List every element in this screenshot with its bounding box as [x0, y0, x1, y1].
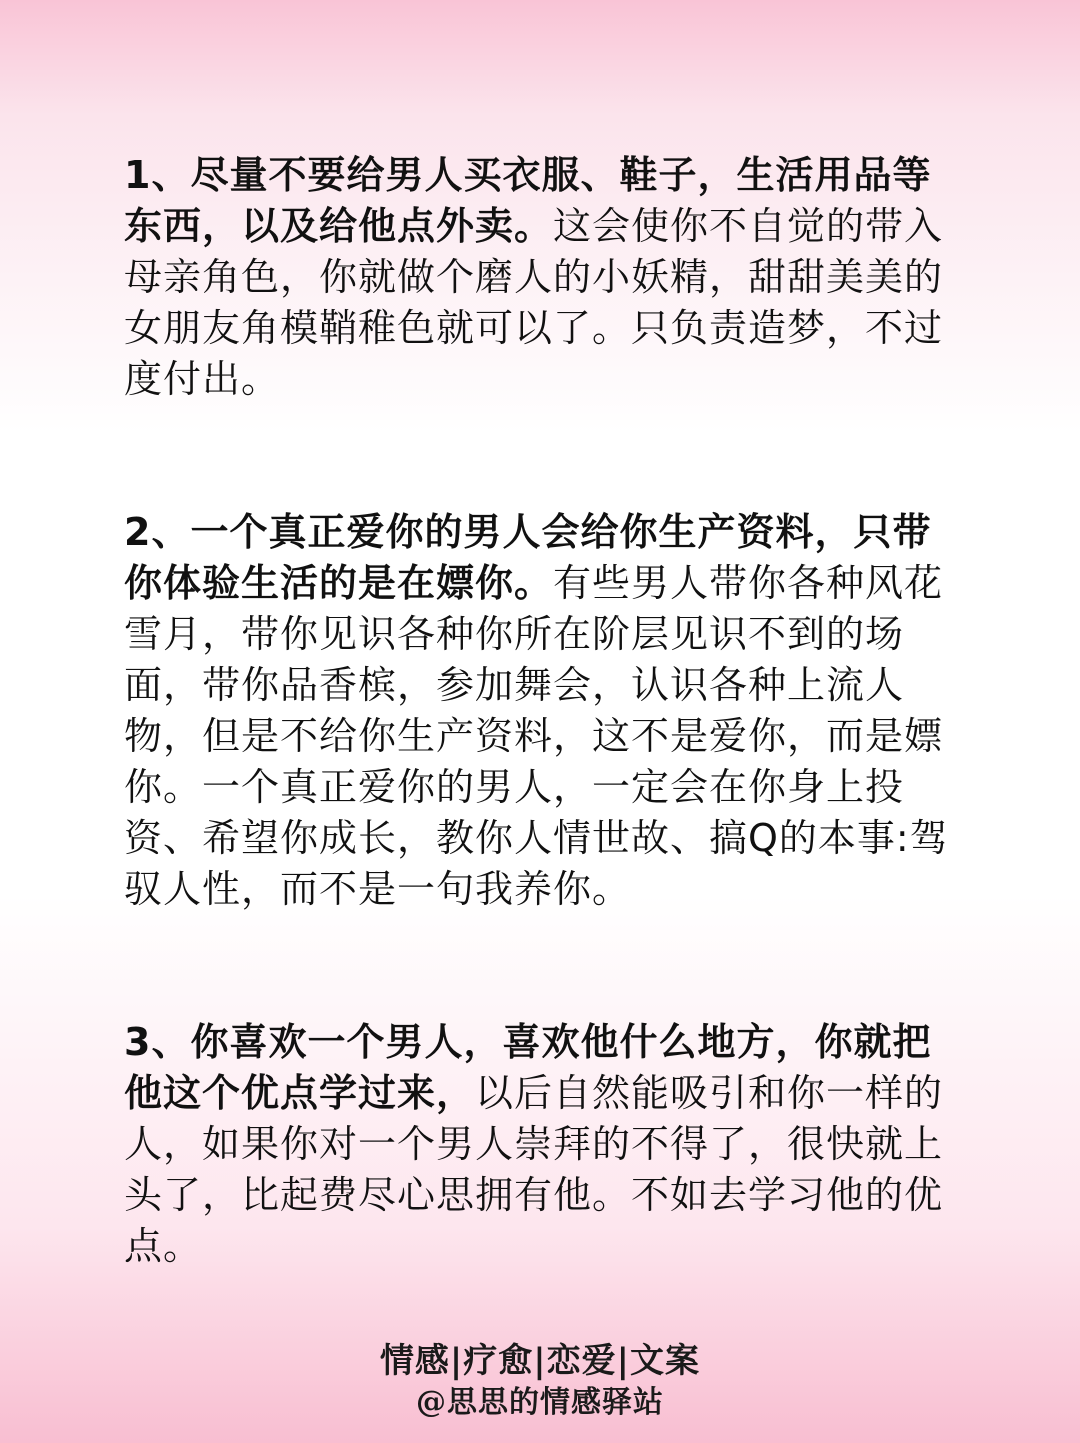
section-1-bold: 1、尽量不要给男人买衣服、鞋子，生活用品等东西，以及给他点外卖。	[124, 153, 932, 248]
footer	[0, 1338, 1080, 1422]
article-body	[124, 150, 964, 1272]
footer-tags: 情感|疗愈|恋爱|文案	[379, 1341, 701, 1381]
footer-handle: @思思的情感驿站	[416, 1385, 664, 1420]
section-3-text: 以后自然能吸引和你一样的人，如果你对一个男人崇拜的不得了，很快就上头了，比起费尽心思拥有他。不如去学习他的优点。	[124, 1071, 944, 1268]
section-3-bold: 3、你喜欢一个男人，喜欢他什么地方，你就把他这个优点学过来，	[124, 1020, 932, 1115]
section-2-text: 有些男人带你各种风花雪月，带你见识各种你所在阶层见识不到的场面，带你品香槟，参加舞会，认识各种上流人物，但是不给你生产资料，这不是爱你，而是嫖你。一个真正爱你的男人，一定会在你身上投资、希望你成长，教你人情世故、搞Q的本事:驾驭人性，而不是一句我养你。	[124, 561, 949, 911]
section-2-bold: 2、一个真正爱你的男人会给你生产资料，只带你体验生活的是在嫖你。	[124, 510, 932, 605]
section-2	[124, 507, 964, 915]
section-1	[124, 150, 964, 405]
section-3	[124, 1017, 964, 1272]
section-1-text: 这会使你不自觉的带入母亲角色，你就做个磨人的小妖精，甜甜美美的女朋友角模鞘稚色就可以了。只负责造梦，不过度付出。	[124, 204, 944, 401]
